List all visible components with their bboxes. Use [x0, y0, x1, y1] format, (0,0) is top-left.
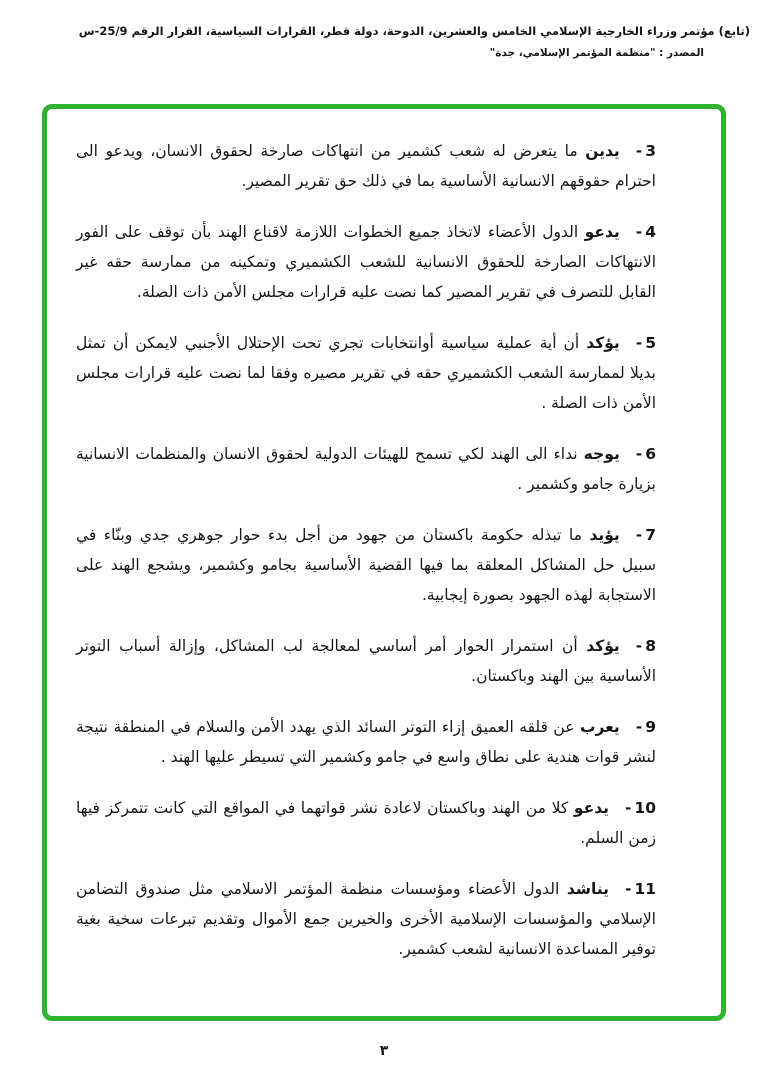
item-lead-word: يدعو [584, 223, 620, 241]
item-number: 7 [645, 526, 656, 544]
item-lead-word: يناشد [566, 880, 609, 898]
item-text: أن استمرار الحوار أمر أساسي لمعالجة لب المشاكل، وإزالة أسباب التوتر الأساسية بين الهند وباكستان. [76, 637, 656, 685]
item-text: كلا من الهند وباكستان لاعادة نشر قواتهما في المواقع التي كانت تتمركز فيها زمن السلم. [76, 799, 656, 847]
resolution-item [76, 136, 656, 196]
item-dash: - [635, 526, 643, 544]
item-dash: - [635, 637, 643, 655]
resolution-item [76, 328, 656, 418]
item-lead-word: يعرب [579, 718, 620, 736]
item-text: ما يتعرض له شعب كشمير من انتهاكات صارخة لحقوق الانسان، ويدعو الى احترام حقوقهم الانسانية الأساسية بما في ذلك حق تقرير المصير. [76, 142, 656, 190]
item-dash: - [635, 334, 643, 352]
item-text: أن أية عملية سياسية أوانتخابات تجري تحت الإحتلال الأجنبي لايمكن أن تمثل بديلا لممارسة الشعب الكشميري حقه في تقرير مصيره وفقا لما نصت عليه قرارات مجلس الأمن ذات الصلة . [76, 334, 656, 412]
item-lead-word: يدين [585, 142, 620, 160]
resolution-item [76, 793, 656, 853]
item-dash: - [635, 718, 643, 736]
page-number: ٣ [379, 1043, 389, 1059]
resolution-item [76, 439, 656, 499]
item-dash: - [635, 142, 643, 160]
resolution-item [76, 712, 656, 772]
item-dash: - [635, 445, 643, 463]
item-number: 9 [645, 718, 656, 736]
resolution-item [76, 631, 656, 691]
item-lead-word: يوجه [583, 445, 620, 463]
item-lead-word: يؤكد [586, 334, 620, 352]
item-text: ما تبذله حكومة باكستان من جهود من أجل بدء حوار جوهري جدي وبنّاء في سبيل حل المشاكل المعلقة بما فيها القضية الأساسية بجامو وكشمير، ويشجع الهند على الاستجابة لهذه الجهود بصورة إيجابية. [76, 526, 656, 604]
item-number: 3 [645, 142, 656, 160]
item-dash: - [635, 223, 643, 241]
item-number: 8 [645, 637, 656, 655]
document-header [40, 24, 750, 59]
resolution-item [76, 217, 656, 307]
header-title-line: (تابع) مؤتمر وزراء الخارجية الإسلامي الخامس والعشرين، الدوحة، دولة قطر، القرارات السياسية، القرار الرقم 25/9-س [78, 24, 750, 38]
item-text: الدول الأعضاء لاتخاذ جميع الخطوات اللازمة لاقناع الهند بأن توقف على الفور الانتهاكات الصارخة للحقوق الانسانية للشعب الكشميري وتمكينه من ممارسة حقه غير القابل للتصرف في تقرير المصير كما نصت عليه قرارات مجلس الأمن ذات الصلة. [76, 223, 656, 301]
item-number: 5 [645, 334, 656, 352]
item-number: 4 [645, 223, 656, 241]
resolution-item [76, 874, 656, 964]
item-text: عن قلقه العميق إزاء التوتر السائد الذي يهدد الأمن والسلام في المنطقة نتيجة لنشر قوات هندية على نطاق واسع في جامو وكشمير التي تسيطر عليها الهند . [76, 718, 656, 766]
item-lead-word: يؤيد [589, 526, 620, 544]
resolution-list [76, 136, 656, 985]
resolution-item [76, 520, 656, 610]
item-number: 11 [634, 880, 656, 898]
item-dash: - [624, 799, 632, 817]
item-text: نداء الى الهند لكي تسمح للهيئات الدولية لحقوق الانسان والمنظمات الانسانية بزيارة جامو وكشمير . [76, 445, 656, 493]
item-text: الدول الأعضاء ومؤسسات منظمة المؤتمر الاسلامي مثل صندوق التضامن الإسلامي والمؤسسات الإسلامية الأخرى والخيرين جمع الأموال وتقديم تبرعات سخية بغية توفير المساعدة الانسانية لشعب كشمير. [76, 880, 656, 958]
item-dash: - [624, 880, 632, 898]
item-number: 6 [645, 445, 656, 463]
header-source-line: المصدر : "منظمة المؤتمر الإسلامي، جدة" [489, 47, 704, 59]
item-lead-word: يؤكد [586, 637, 620, 655]
item-lead-word: يدعو [573, 799, 609, 817]
item-number: 10 [634, 799, 656, 817]
